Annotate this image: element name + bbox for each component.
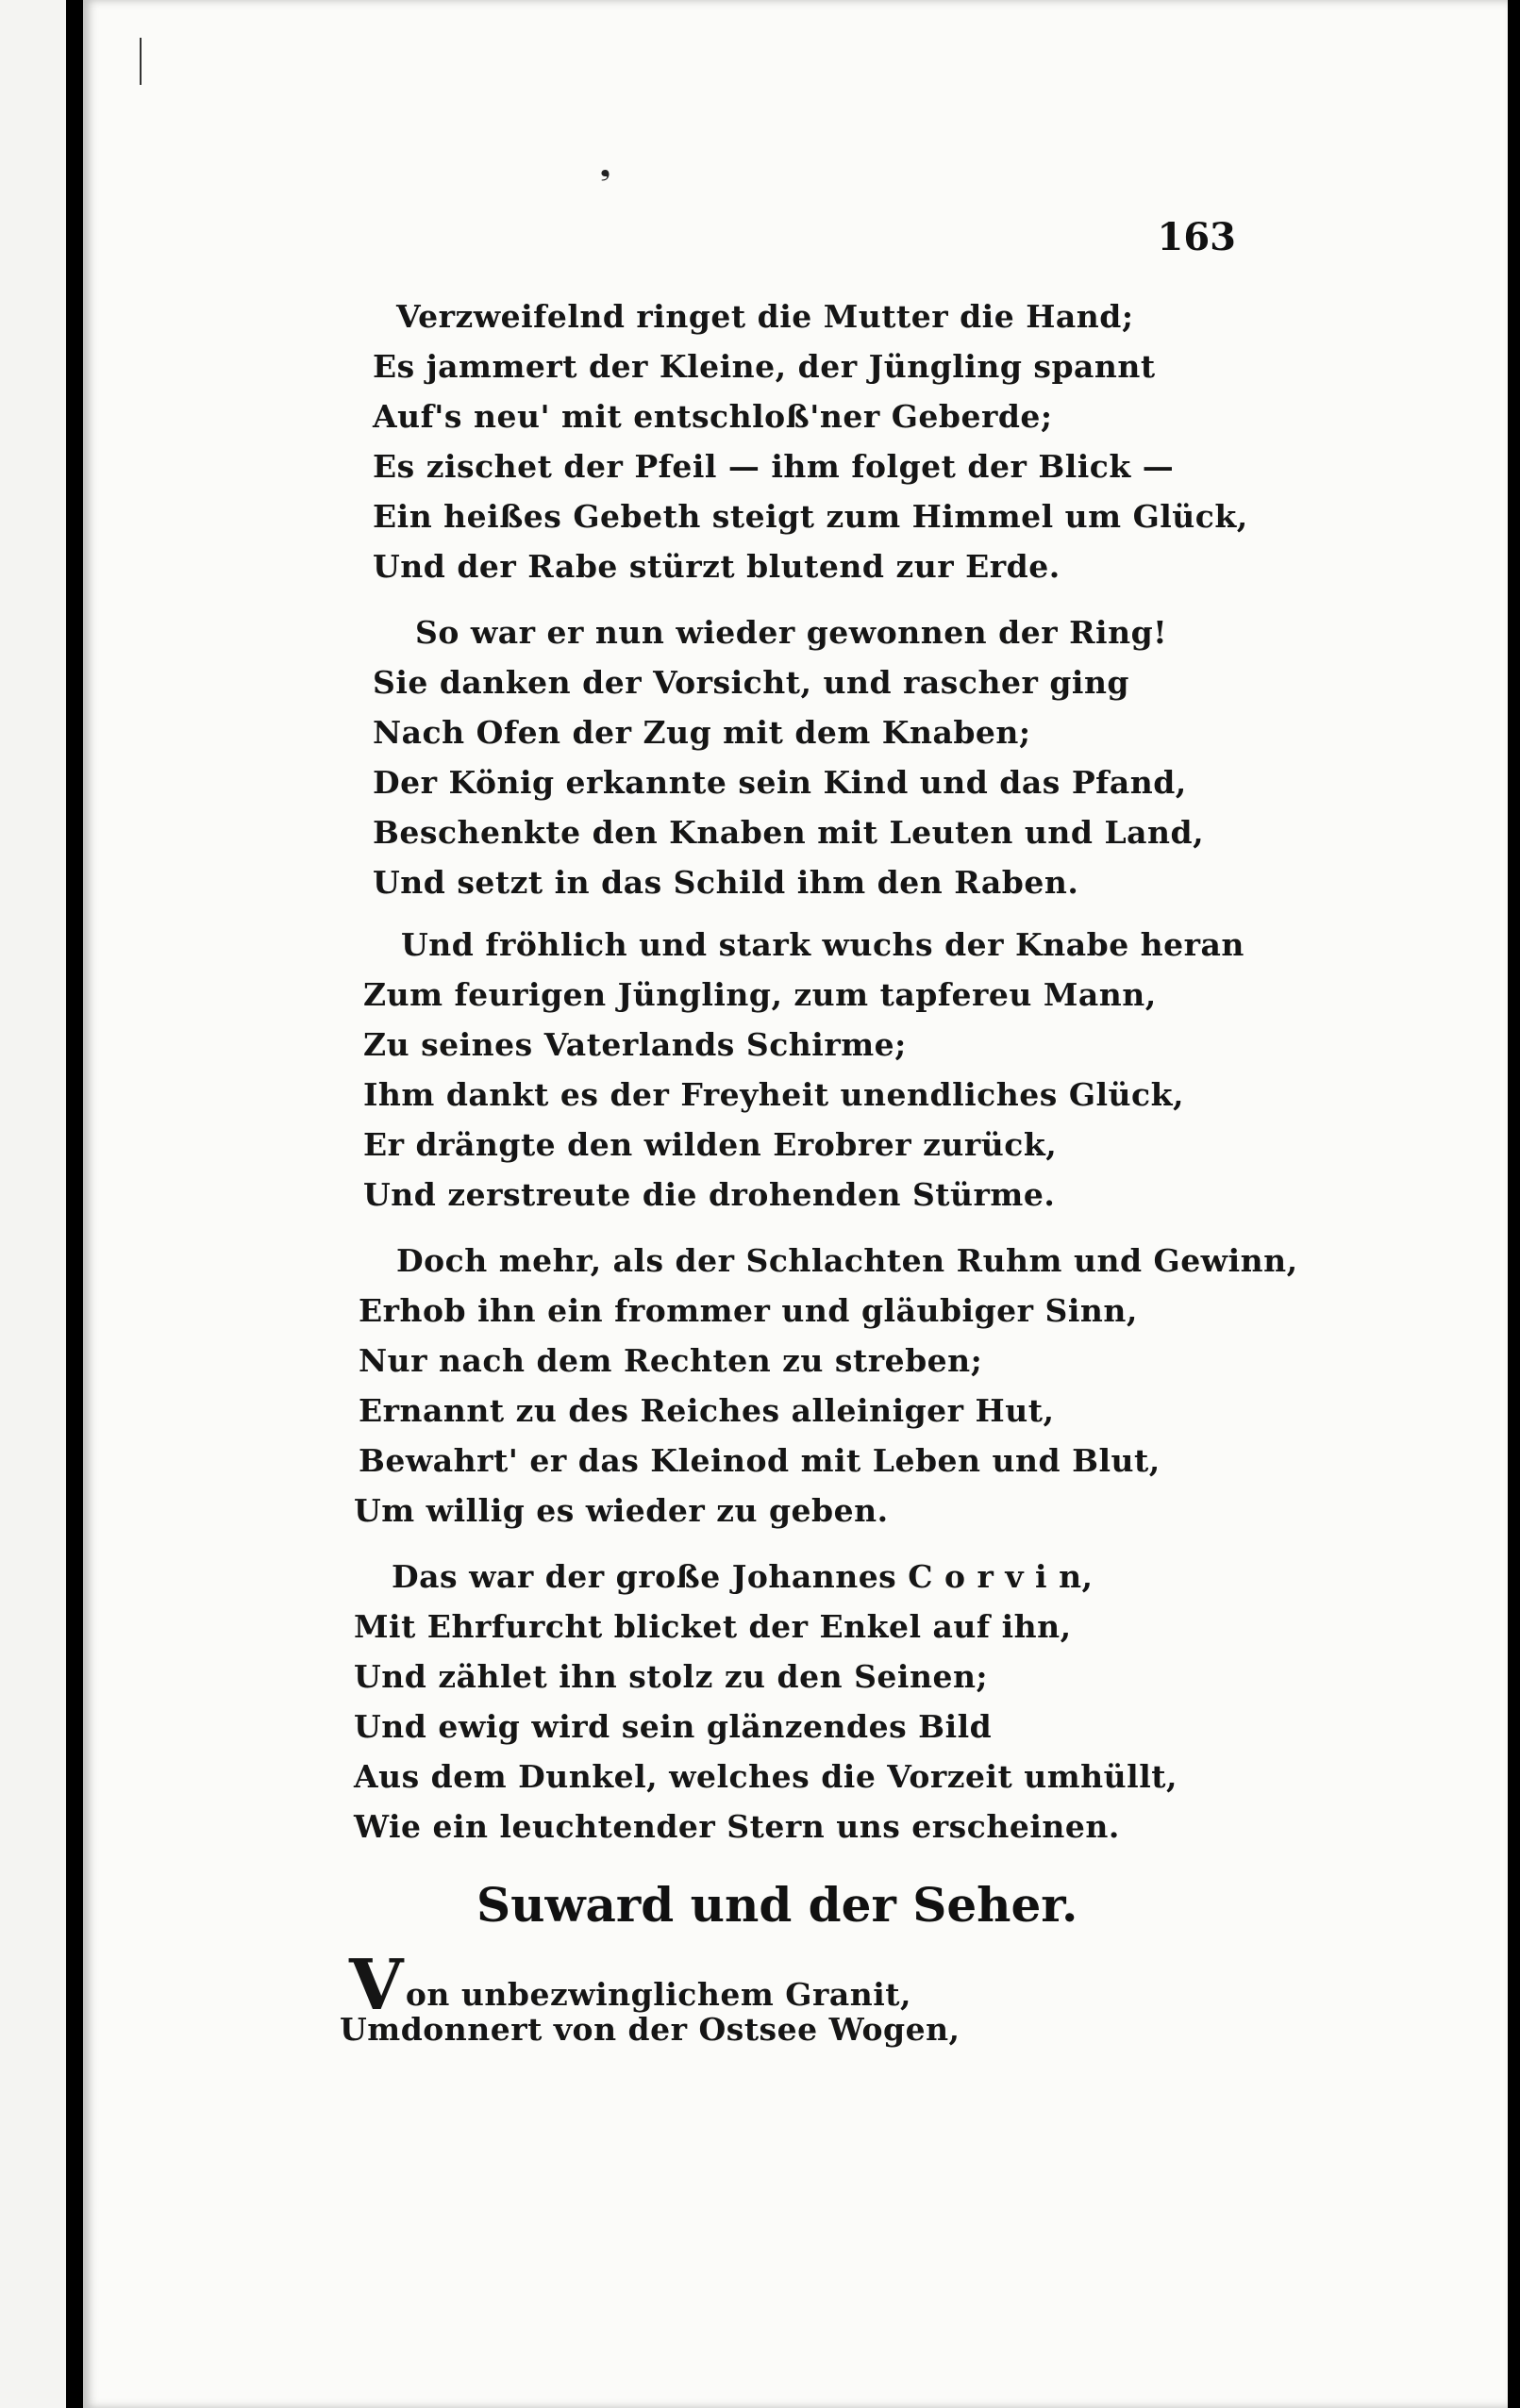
stanza-3-line-4: Ihm dankt es der Freyheit unendliches Glück, [363,1076,1184,1113]
poem2-line-1 [349,1945,911,2026]
stanza-4-line-4: Ernannt zu des Reiches alleiniger Hut, [359,1392,1055,1429]
stanza-1-line-3: Auf's neu' mit entschloß'ner Geberde; [373,398,1053,435]
stanza-2-line-5: Beschenkte den Knaben mit Leuten und Land, [373,814,1205,851]
stanza-2-line-1: So war er nun wieder gewonnen der Ring! [415,614,1168,651]
stanza-1-line-5: Ein heißes Gebeth steigt zum Himmel um Glück, [373,498,1248,535]
drop-cap: V [349,1945,404,2026]
stanza-4-line-5: Bewahrt' er das Kleinod mit Leben und Blut, [359,1442,1161,1479]
stanza-5-line-4: Und ewig wird sein glänzendes Bild [354,1708,993,1745]
stanza-1-line-4: Es zischet der Pfeil — ihm folget der Blick — [373,448,1175,485]
facing-page-edge [0,0,66,2408]
poem2-line-1-text: on unbezwinglichem Granit, [405,1976,911,2013]
stanza-3-line-1: Und fröhlich und stark wuchs der Knabe heran [401,926,1244,963]
stanza-3-line-2: Zum feurigen Jüngling, zum tapfereu Mann, [363,976,1157,1013]
stanza-5-line-5: Aus dem Dunkel, welches die Vorzeit umhüllt, [354,1758,1178,1795]
stanza-1-line-2: Es jammert der Kleine, der Jüngling spannt [373,348,1156,385]
ink-speck: ❟ [600,151,610,182]
stanza-2-line-3: Nach Ofen der Zug mit dem Knaben; [373,714,1031,751]
poem-title: Suward und der Seher. [476,1877,1078,1933]
stanza-2-line-6: Und setzt in das Schild ihm den Raben. [373,864,1079,901]
stanza-4-line-1: Doch mehr, als der Schlachten Ruhm und Gewinn, [396,1242,1298,1279]
stanza-5-line-1: Das war der große Johannes C o r v i n, [392,1558,1094,1595]
stanza-2-line-4: Der König erkannte sein Kind und das Pfand, [373,764,1187,801]
stanza-3-line-6: Und zerstreute die drohenden Stürme. [363,1176,1056,1213]
stanza-5-line-3: Und zählet ihn stolz zu den Seinen; [354,1658,989,1695]
stanza-4-line-2: Erhob ihn ein frommer und gläubiger Sinn, [359,1292,1138,1329]
stanza-4-line-6: Um willig es wieder zu geben. [354,1492,889,1529]
stanza-3-line-3: Zu seines Vaterlands Schirme; [363,1026,907,1063]
page-number: 163 [1157,215,1236,259]
stanza-1-line-1: Verzweifelnd ringet die Mutter die Hand; [396,298,1134,335]
stanza-5-line-6: Wie ein leuchtender Stern uns erscheinen. [354,1808,1120,1845]
poem2-line-2: Umdonnert von der Ostsee Wogen, [340,2011,960,2048]
stanza-5-line-2: Mit Ehrfurcht blicket der Enkel auf ihn, [354,1608,1072,1645]
stanza-4-line-3: Nur nach dem Rechten zu streben; [359,1342,983,1379]
stanza-2-line-2: Sie danken der Vorsicht, und rascher ging [373,664,1130,701]
gutter-mark [140,38,142,85]
stanza-1-line-6: Und der Rabe stürzt blutend zur Erde. [373,548,1061,585]
stanza-3-line-5: Er drängte den wilden Erobrer zurück, [363,1126,1058,1163]
